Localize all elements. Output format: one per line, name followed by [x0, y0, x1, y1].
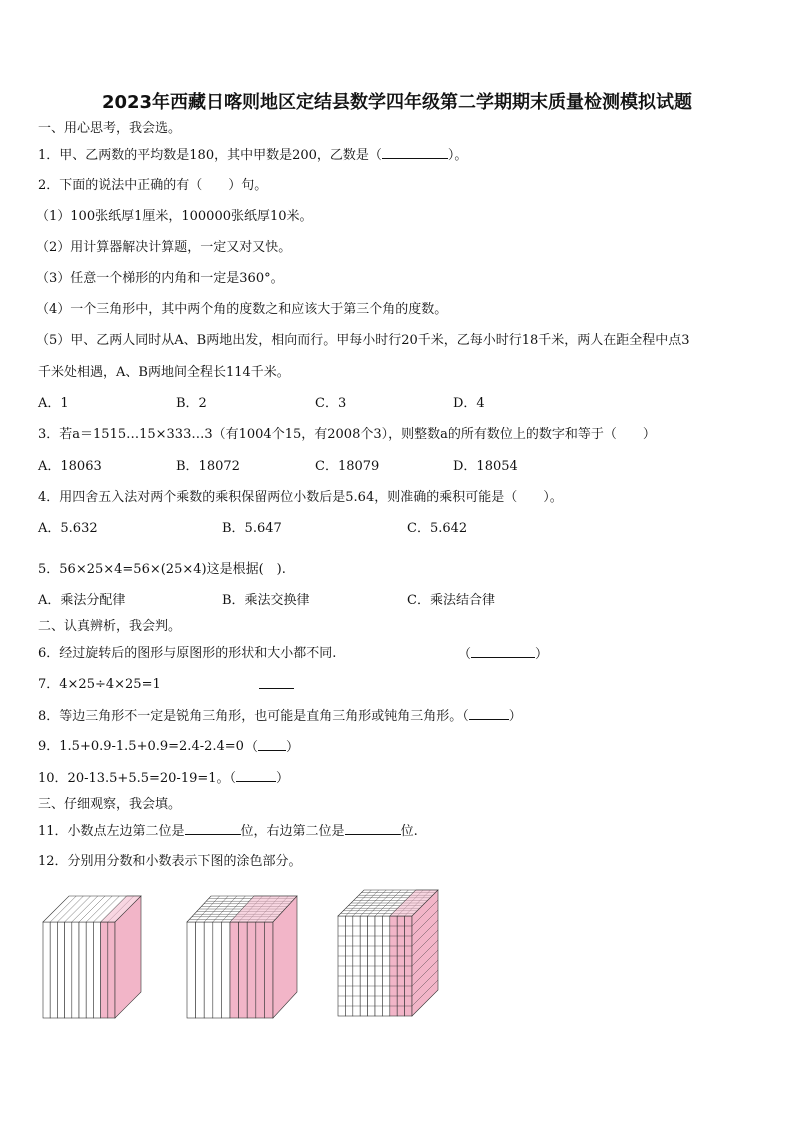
slice — [79, 922, 86, 1018]
q2-option-d[interactable]: D．4 — [453, 396, 485, 411]
question-7-answer — [259, 676, 294, 695]
question-1 — [38, 146, 467, 165]
q4-option-a[interactable]: A．5.632 — [38, 521, 98, 536]
q3-option-b[interactable]: B．18072 — [176, 459, 240, 474]
question-7-text: 7．4×25÷4×25=1 — [38, 677, 161, 692]
q3-option-d[interactable]: D．18054 — [453, 459, 518, 474]
question-2-item-3: （3）任意一个梯形的内角和一定是360°。 — [36, 271, 284, 286]
question-3-stem: 3．若a＝1515…15×333…3（有1004个15，有2008个3），则整数a的所有数位上的数字和等于（ ） — [38, 427, 656, 442]
q3-option-c[interactable]: C．18079 — [315, 459, 380, 474]
slice — [65, 922, 72, 1018]
slice — [196, 922, 205, 1018]
shaded-slice — [247, 922, 256, 1018]
answer-blank[interactable] — [382, 146, 448, 159]
shaded-slice — [108, 922, 115, 1018]
section-heading-choice: 一、用心思考，我会选。 — [38, 121, 182, 136]
q2-option-b[interactable]: B．2 — [176, 396, 207, 411]
slice — [72, 922, 79, 1018]
answer-blank[interactable] — [259, 676, 294, 689]
slice — [93, 922, 100, 1018]
q5-option-b[interactable]: B．乘法交换律 — [222, 593, 310, 608]
slice — [221, 922, 230, 1018]
cube-figure-thousandths — [335, 886, 440, 1020]
shaded-slice — [101, 922, 108, 1018]
question-1-text: 1．甲、乙两数的平均数是180，其中甲数是200，乙数是（ — [38, 148, 382, 163]
slice — [43, 922, 50, 1018]
shaded-slice — [230, 922, 239, 1018]
question-7 — [38, 676, 161, 694]
question-4-stem: 4．用四舍五入法对两个乘数的乘积保留两位小数后是5.64，则准确的乘积可能是（ ）。 — [38, 490, 563, 505]
q4-option-c[interactable]: C．5.642 — [407, 521, 468, 536]
question-8-text: 8．等边三角形不一定是锐角三角形，也可能是直角三角形或钝角三角形。（ — [38, 709, 469, 724]
section-heading-judge: 二、认真辨析，我会判。 — [38, 619, 182, 634]
answer-blank[interactable] — [471, 645, 535, 658]
question-6-text: 6．经过旋转后的图形与原图形的形状和大小都不同. — [38, 646, 337, 661]
question-2-item-5-cont: 千米处相遇，A、B两地间全程长114千米。 — [38, 365, 290, 380]
q3-option-a[interactable]: A．18063 — [38, 459, 102, 474]
question-8: 8．等边三角形不一定是锐角三角形，也可能是直角三角形或钝角三角形。（ ） — [38, 709, 522, 724]
slice — [50, 922, 57, 1018]
question-9-text: 9．1.5+0.9-1.5+0.9=2.4-2.4=0 — [38, 739, 244, 754]
question-2-item-4: （4）一个三角形中，其中两个角的度数之和应该大于第三个角的度数。 — [36, 302, 448, 317]
question-9-answer: （ ） — [245, 740, 300, 755]
page-title: 2023年西藏日喀则地区定结县数学四年级第二学期期末质量检测模拟试题 — [101, 92, 693, 113]
answer-blank[interactable] — [185, 822, 241, 835]
answer-blank[interactable] — [258, 738, 286, 751]
answer-blank[interactable] — [236, 769, 276, 782]
question-2-stem: 2．下面的说法中正确的有（ ）句。 — [38, 178, 268, 193]
question-2-item-1: （1）100张纸厚1厘米，100000张纸厚10米。 — [36, 209, 313, 224]
slice — [204, 922, 213, 1018]
question-12-stem: 12．分别用分数和小数表示下图的涂色部分。 — [38, 854, 302, 869]
answer-blank[interactable] — [469, 707, 509, 720]
question-6-answer: （ ） — [458, 647, 549, 662]
answer-blank[interactable] — [345, 822, 401, 835]
q5-option-a[interactable]: A．乘法分配律 — [38, 593, 126, 608]
section-heading-fill: 三、仔细观察，我会填。 — [38, 797, 182, 812]
question-1-close: ）。 — [447, 148, 468, 163]
slice — [213, 922, 222, 1018]
q2-option-c[interactable]: C．3 — [315, 396, 347, 411]
question-2-item-5: （5）甲、乙两人同时从A、B两地出发，相向而行。甲每小时行20千米，乙每小时行18千米，两人在距全程中点3 — [36, 333, 690, 348]
slice — [187, 922, 196, 1018]
shaded-slice — [256, 922, 265, 1018]
question-10-text: 10．20-13.5+5.5=20-19=1。（ — [38, 771, 237, 786]
q5-option-c[interactable]: C．乘法结合律 — [407, 593, 495, 608]
cube-figure-tenths — [40, 888, 142, 1020]
question-9 — [38, 738, 244, 756]
shaded-slice — [239, 922, 248, 1018]
q4-option-b[interactable]: B．5.647 — [222, 521, 282, 536]
shaded-slice — [264, 922, 273, 1018]
q2-option-a[interactable]: A．1 — [38, 396, 69, 411]
question-6 — [38, 645, 336, 663]
question-10: 10．20-13.5+5.5=20-19=1。（ ） — [38, 771, 290, 786]
slice — [86, 922, 93, 1018]
question-5-stem: 5．56×25×4=56×(25×4)这是根据( ). — [38, 562, 286, 577]
slice — [57, 922, 64, 1018]
question-11: 11．小数点左边第二位是 位，右边第二位是 位. — [38, 824, 418, 839]
cube-figure-hundredths — [185, 888, 300, 1020]
question-2-item-2: （2）用计算器解决计算题，一定又对又快。 — [36, 240, 292, 255]
